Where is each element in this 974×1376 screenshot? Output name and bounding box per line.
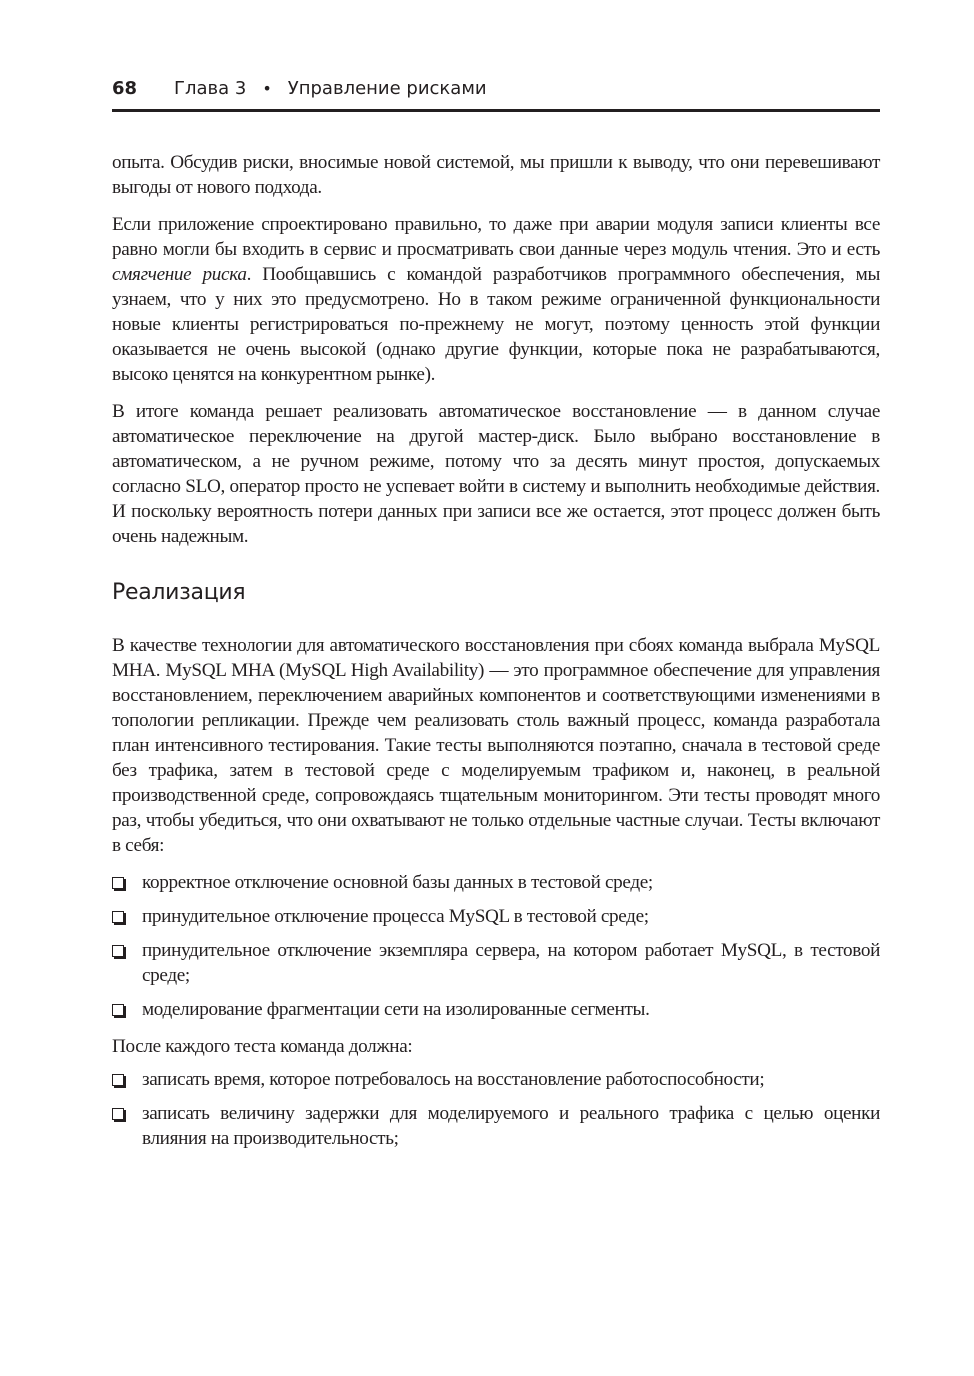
emphasis-term: смягчение риска: [112, 264, 247, 285]
list-item-text: моделирование фрагментации сети на изолированные сегменты.: [142, 999, 650, 1020]
bullet-separator-icon: •: [262, 79, 272, 98]
chapter-title: Управление рисками: [287, 78, 487, 99]
list-item: [112, 997, 880, 1022]
list-item: [112, 904, 880, 929]
list-item: [112, 1067, 880, 1092]
checkbox-bullet-icon: [112, 1074, 124, 1086]
actions-list: [112, 1067, 880, 1151]
list-item-text: записать величину задержки для моделируемого и реального трафика с целью оценки влияния на производительность;: [142, 1103, 880, 1149]
paragraph-2-text-before: Если приложение спроектировано правильно, то даже при аварии модуля записи клиенты все равно могли бы входить в сервис и просматривать свои данные через модуль чтения. Это и есть: [112, 214, 880, 260]
list-item-text: принудительное отключение экземпляра сервера, на котором работает MySQL, в тестовой среде;: [142, 940, 880, 986]
section-heading: Реализация: [112, 580, 246, 605]
after-tests-text: После каждого теста команда должна:: [112, 1036, 413, 1057]
paragraph-2: [112, 212, 880, 387]
page-number: 68: [112, 78, 138, 99]
list-item-text: корректное отключение основной базы данных в тестовой среде;: [142, 872, 653, 893]
paragraph-3: В итоге команда решает реализовать автоматическое восстановление — в данном случае автоматическое переключение на другой мастер-диск. Было выбрано восстановление в автоматическом, а не ручном режиме, потому что за десять минут простоя, допускаемых согласно SLO, оператор просто не успевает войти в систему и выполнить необходимые действия. И поскольку вероятность потери данных при записи все же остается, этот процесс должен быть очень надежным.: [112, 401, 880, 547]
paragraph-1: опыта. Обсудив риски, вносимые новой системой, мы пришли к выводу, что они перевешивают выгоды от нового подхода.: [112, 152, 880, 198]
section-intro: В качестве технологии для автоматического восстановления при сбоях команда выбрала MySQL MHA. MySQL MHA (MySQL High Availability) — это программное обеспечение для управления восстановлением, переключением аварийных компонентов и соответствующими изменениями в топологии репликации. Прежде чем реализовать столь важный процесс, команда разработала план интенсивного тестирования. Такие тесты выполняются поэтапно, сначала в тестовой среде без трафика, затем в тестовой среде с моделируемым трафиком и, наконец, в реальной производственной среде, сопровождаясь тщательным мониторингом. Эти тесты проводят много раз, чтобы убедиться, что они охватывают не только отдельные частные случаи. Тесты включают в себя:: [112, 635, 880, 856]
checkbox-bullet-icon: [112, 1108, 124, 1120]
checkbox-bullet-icon: [112, 1004, 124, 1016]
chapter-label: Глава 3: [174, 78, 247, 99]
list-item: [112, 870, 880, 895]
tests-list: [112, 870, 880, 1022]
paragraph-2-text-after: . Пообщавшись с командой разработчиков программного обеспечения, мы узнаем, что у них это предусмотрено. Но в таком режиме ограниченной функциональности новые клиенты регистрироваться по-прежнему не могут, поэтому ценность этой функции оказывается не очень высокой (однако другие функции, которые пока не разрабатываются, высоко ценятся на конкурентном рынке).: [112, 264, 880, 385]
checkbox-bullet-icon: [112, 911, 124, 923]
list-item-text: записать время, которое потребовалось на восстановление работоспособности;: [142, 1069, 765, 1090]
list-item-text: принудительное отключение процесса MySQL в тестовой среде;: [142, 906, 649, 927]
checkbox-bullet-icon: [112, 945, 124, 957]
running-header: [112, 78, 880, 108]
list-item: [112, 1101, 880, 1151]
header-rule: [112, 109, 880, 112]
page-body: [112, 150, 880, 1163]
list-item: [112, 938, 880, 988]
checkbox-bullet-icon: [112, 877, 124, 889]
